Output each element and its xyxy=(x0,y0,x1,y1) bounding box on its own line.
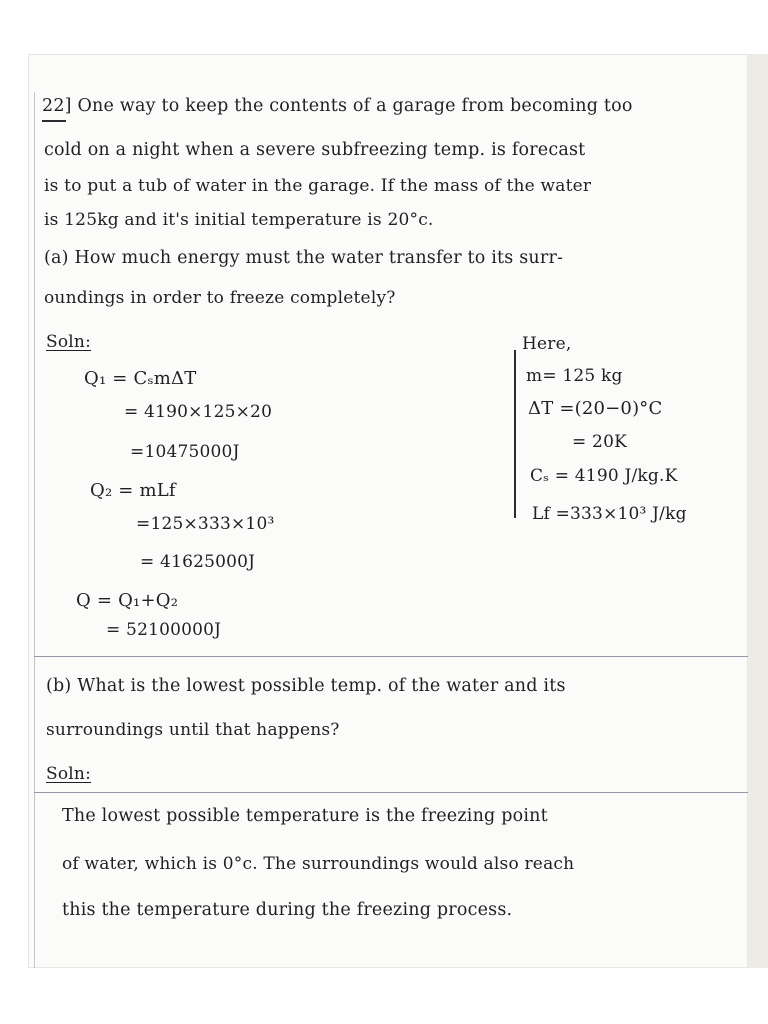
given-divider xyxy=(514,350,516,518)
part-a-question-line-2: oundings in order to freeze completely? xyxy=(44,288,396,308)
part-b-answer-line-2: of water, which is 0°c. The surroundings would also reach xyxy=(62,854,575,874)
work-line-q2-result: = 41625000J xyxy=(140,552,256,572)
given-delta-t-result: = 20K xyxy=(572,432,627,452)
question-line-3: is to put a tub of water in the garage. If the mass of the water xyxy=(44,176,592,196)
work-line-q1-formula: Q₁ = CₛmΔT xyxy=(84,368,197,389)
given-specific-heat: Cₛ = 4190 J/kg.K xyxy=(530,466,678,486)
part-b-soln-label: Soln: xyxy=(46,764,91,784)
part-b-soln-rule xyxy=(34,792,748,793)
question-line-2: cold on a night when a severe subfreezing temp. is forecast xyxy=(44,140,586,160)
work-line-q1-substitution: = 4190×125×20 xyxy=(124,402,273,422)
margin-line xyxy=(34,92,35,968)
work-line-q-formula: Q = Q₁+Q₂ xyxy=(76,590,179,611)
given-mass: m= 125 kg xyxy=(526,366,623,386)
given-latent-heat: Lf =333×10³ J/kg xyxy=(532,504,687,524)
part-a-question-line-1: (a) How much energy must the water transfer to its surr- xyxy=(44,248,564,268)
work-line-q1-result: =10475000J xyxy=(130,442,240,462)
question-line-4: is 125kg and it's initial temperature is 20°c. xyxy=(44,210,434,230)
section-divider xyxy=(34,656,748,657)
part-a-soln-label: Soln: xyxy=(46,332,91,352)
given-delta-t: ΔT =(20−0)°C xyxy=(528,398,663,419)
given-heading: Here, xyxy=(522,334,572,354)
part-b-question-line-1: (b) What is the lowest possible temp. of the water and its xyxy=(46,676,566,696)
page-edge xyxy=(748,54,768,968)
part-b-answer-line-3: this the temperature during the freezing process. xyxy=(62,900,513,920)
part-b-answer-line-1: The lowest possible temperature is the freezing point xyxy=(62,806,548,826)
underline xyxy=(42,120,66,122)
work-line-q2-formula: Q₂ = mLf xyxy=(90,480,176,501)
question-line-1: 22] One way to keep the contents of a garage from becoming too xyxy=(42,96,633,116)
work-line-q-result: = 52100000J xyxy=(106,620,222,640)
part-b-question-line-2: surroundings until that happens? xyxy=(46,720,340,740)
work-line-q2-substitution: =125×333×10³ xyxy=(136,514,275,534)
